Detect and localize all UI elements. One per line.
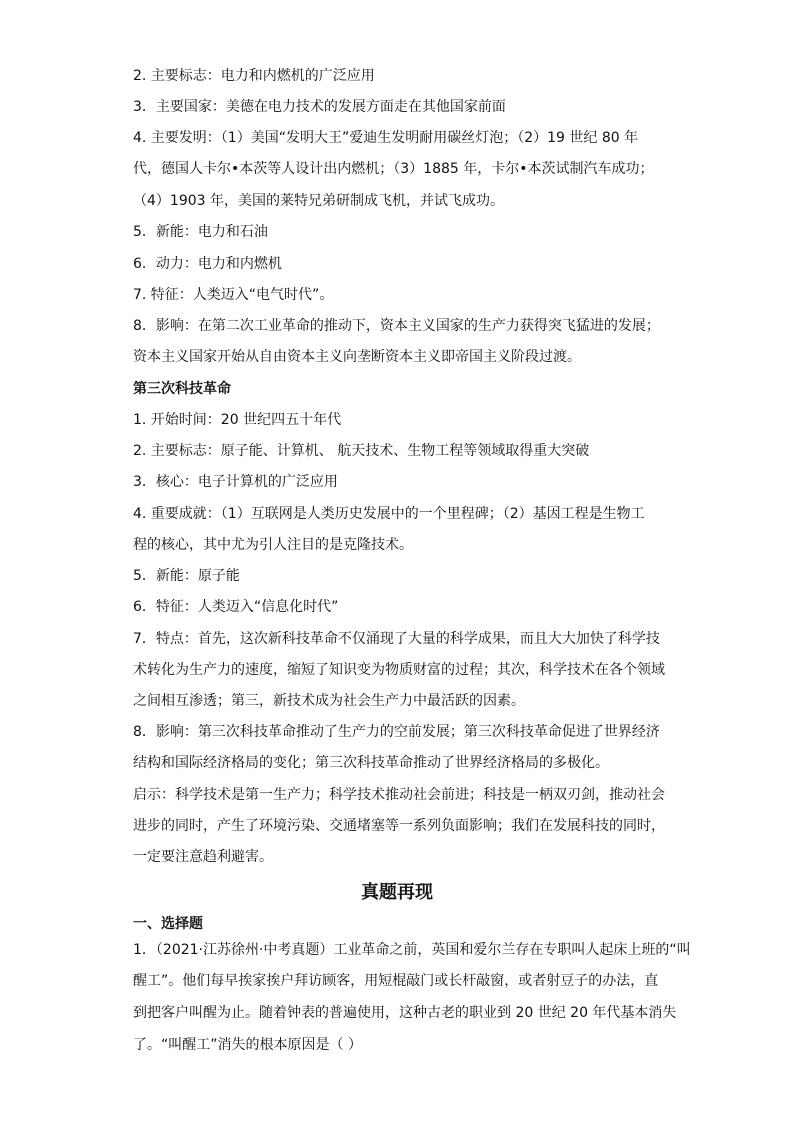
text-line: 一定要注意趋利避害。 (133, 849, 273, 865)
question-line: 1．（2021·江苏徐州·中考真题）工业革命之前，英国和爱尔兰存在专职叫人起床上班的“叫 (133, 942, 691, 958)
text-line: 5．新能：电力和石油 (133, 224, 268, 240)
text-line: 8．影响：第三次科技革命推动了生产力的空前发展；第三次科技革命促进了世界经济 (133, 724, 660, 740)
text-line: 5．新能：原子能 (133, 568, 240, 584)
text-line: 6．动力：电力和内燃机 (133, 256, 282, 272)
text-line: 3．核心：电子计算机的广泛应用 (133, 474, 338, 490)
text-line: 6．特征：人类迈入“信息化时代” (133, 599, 339, 615)
text-line: 进步的同时，产生了环境污染、交通堵塞等一系列负面影响；我们在发展科技的同时， (133, 818, 665, 834)
text-line: （4）1903 年，美国的莱特兄弟研制成飞机，并试飞成功。 (133, 193, 504, 209)
text-line: 之间相互渗透；第三，新技术成为社会生产力中最活跃的因素。 (133, 693, 525, 709)
text-line: 7. 特征：人类迈入“电气时代”。 (133, 287, 334, 303)
section-title: 真题再现 (361, 882, 433, 903)
section-heading: 第三次科技革命 (133, 381, 231, 397)
text-line: 3．主要国家：美德在电力技术的发展方面走在其他国家前面 (133, 99, 506, 115)
text-line: 启示：科学技术是第一生产力；科学技术推动社会前进；科技是一柄双刃剑，推动社会 (133, 787, 665, 803)
question-line: 到把客户叫醒为止。随着钟表的普遍使用，这种古老的职业到 20 世纪 20 年代基本消失 (133, 1005, 677, 1021)
text-line: 1. 开始时间：20 世纪四五十年代 (133, 412, 342, 428)
text-line: 7．特点：首先，这次新科技革命不仅涌现了大量的科学成果，而且大大加快了科学技 (133, 631, 660, 647)
question-type-heading: 一、选择题 (133, 916, 203, 932)
text-line: 2. 主要标志：原子能、计算机、 航天技术、生物工程等领域取得重大突破 (133, 443, 590, 459)
text-line: 资本主义国家开始从自由资本主义向垄断资本主义即帝国主义阶段过渡。 (133, 349, 581, 365)
text-line: 结构和国际经济格局的变化；第三次科技革命推动了世界经济格局的多极化。 (133, 755, 609, 771)
question-line: 了。“叫醒工”消失的根本原因是（ ） (133, 1037, 362, 1053)
text-line: 程的核心，其中尤为引人注目的是克隆技术。 (133, 537, 413, 553)
text-line: 4. 主要发明：（1）美国“发明大王”爱迪生发明耐用碳丝灯泡；（2）19 世纪 80 年 (133, 130, 639, 146)
text-line: 代，德国人卡尔•本茨等人设计出内燃机；（3）1885 年，卡尔•本茨试制汽车成功； (133, 161, 654, 177)
text-line: 4. 重要成就：（1）互联网是人类历史发展中的一个里程碑；（2）基因工程是生物工 (133, 506, 645, 522)
text-line: 术转化为生产力的速度，缩短了知识变为物质财富的过程；其次，科学技术在各个领域 (133, 662, 665, 678)
text-line: 2. 主要标志：电力和内燃机的广泛应用 (133, 68, 375, 84)
text-line: 8．影响：在第二次工业革命的推动下，资本主义国家的生产力获得突飞猛进的发展； (133, 318, 660, 334)
question-line: 醒工”。他们每早挨家挨户拜访顾客，用短棍敲门或长杆敲窗，或者射豆子的办法，直 (133, 973, 659, 989)
